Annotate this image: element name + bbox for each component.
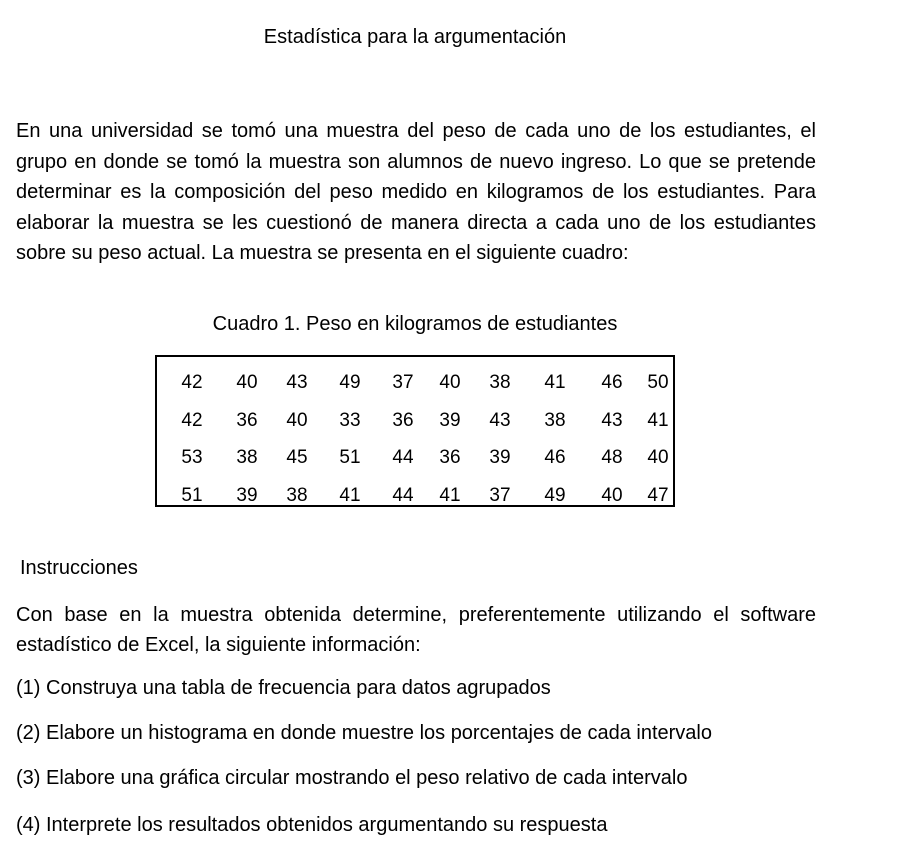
table-cell: 51 bbox=[181, 485, 203, 506]
table-cell: 33 bbox=[339, 410, 361, 431]
table-cell: 38 bbox=[544, 410, 566, 431]
table-cell: 43 bbox=[286, 372, 308, 393]
table-row bbox=[157, 370, 673, 396]
table-cell: 39 bbox=[236, 485, 258, 506]
instructions-heading: Instrucciones bbox=[20, 557, 138, 579]
table-cell: 41 bbox=[339, 485, 361, 506]
instructions-paragraph: Con base en la muestra obtenida determine, preferentemente utilizando el software estadístico de Excel, la siguiente información: bbox=[16, 604, 816, 656]
instruction-item: (4) Interprete los resultados obtenidos argumentando su respuesta bbox=[16, 814, 608, 836]
table-caption: Cuadro 1. Peso en kilogramos de estudiantes bbox=[212, 313, 618, 335]
table-cell: 37 bbox=[392, 372, 414, 393]
instruction-item: (1) Construya una tabla de frecuencia para datos agrupados bbox=[16, 677, 551, 699]
table-cell: 49 bbox=[339, 372, 361, 393]
table-cell: 36 bbox=[236, 410, 258, 431]
table-cell: 40 bbox=[286, 410, 308, 431]
table-cell: 45 bbox=[286, 447, 308, 468]
table-cell: 42 bbox=[181, 372, 203, 393]
table-cell: 42 bbox=[181, 410, 203, 431]
table-cell: 39 bbox=[439, 410, 461, 431]
intro-paragraph: En una universidad se tomó una muestra del peso de cada uno de los estudiantes, el grupo en donde se tomó la muestra son alumnos de nuevo ingreso. Lo que se pretende determinar es la composición del peso medido en kilogramos de los estudiantes. Para elaborar la muestra se les cuestionó de manera directa a cada uno de los estudiantes sobre su peso actual. La muestra se presenta en el siguiente cuadro: bbox=[16, 120, 816, 264]
weights-table bbox=[155, 355, 675, 507]
table-cell: 48 bbox=[601, 447, 623, 468]
table-cell: 41 bbox=[544, 372, 566, 393]
table-row bbox=[157, 445, 673, 471]
table-cell: 39 bbox=[489, 447, 511, 468]
table-cell: 46 bbox=[601, 372, 623, 393]
table-cell: 38 bbox=[489, 372, 511, 393]
table-cell: 43 bbox=[489, 410, 511, 431]
table-cell: 44 bbox=[392, 485, 414, 506]
table-cell: 53 bbox=[181, 447, 203, 468]
table-cell: 37 bbox=[489, 485, 511, 506]
instruction-item: (3) Elabore una gráfica circular mostrando el peso relativo de cada intervalo bbox=[16, 767, 688, 789]
instruction-item: (2) Elabore un histograma en donde muestre los porcentajes de cada intervalo bbox=[16, 722, 712, 744]
table-cell: 41 bbox=[439, 485, 461, 506]
table-cell: 40 bbox=[647, 447, 669, 468]
document-title: Estadística para la argumentación bbox=[263, 26, 567, 48]
table-cell: 38 bbox=[286, 485, 308, 506]
table-cell: 47 bbox=[647, 485, 669, 506]
table-row bbox=[157, 483, 673, 509]
table-cell: 40 bbox=[439, 372, 461, 393]
table-cell: 40 bbox=[601, 485, 623, 506]
table-cell: 38 bbox=[236, 447, 258, 468]
table-cell: 43 bbox=[601, 410, 623, 431]
table-cell: 49 bbox=[544, 485, 566, 506]
table-cell: 50 bbox=[647, 372, 669, 393]
table-cell: 51 bbox=[339, 447, 361, 468]
table-cell: 36 bbox=[392, 410, 414, 431]
table-cell: 46 bbox=[544, 447, 566, 468]
table-cell: 40 bbox=[236, 372, 258, 393]
table-cell: 41 bbox=[647, 410, 669, 431]
table-cell: 36 bbox=[439, 447, 461, 468]
table-cell: 44 bbox=[392, 447, 414, 468]
table-row bbox=[157, 408, 673, 434]
